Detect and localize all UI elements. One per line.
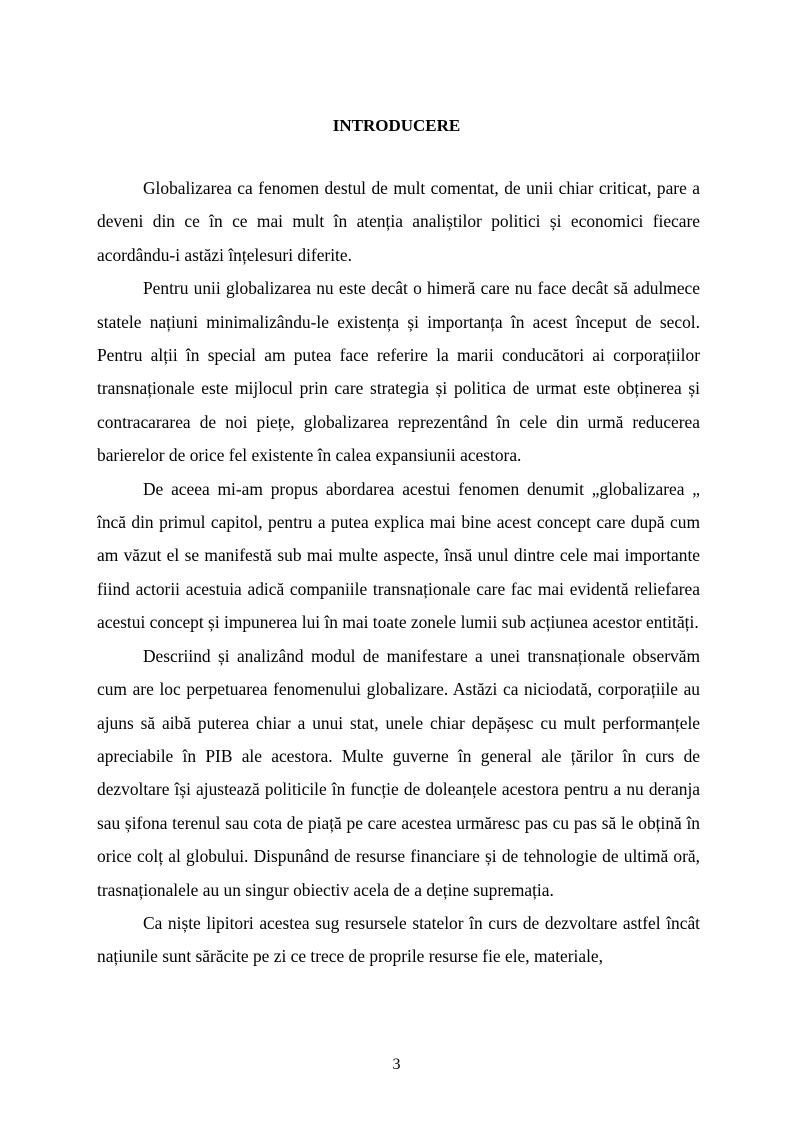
paragraph: Pentru unii globalizarea nu este decât o himeră care nu face decât să adulmece statele națiuni minimalizându-le existența și importanța în acest început de secol. Pentru alții în special am putea face referire la marii conducători ai corporațiilor transnaționale este mijlocul prin care strategia și politica de urmat este obținerea și contracararea de noi piețe, globalizarea reprezentând în cele din urmă reducerea barierelor de orice fel existente în calea expansiunii acestora. [97, 278, 700, 466]
paragraph: Globalizarea ca fenomen destul de mult comentat, de unii chiar criticat, pare a deveni din ce în ce mai mult în atenția analiștilor politici și economici fiecare acordându-i astăzi înțelesuri diferite. [97, 178, 700, 265]
paragraph: Descriind și analizând modul de manifestare a unei transnaționale observăm cum are loc perpetuarea fenomenului globalizare. Astăzi ca niciodată, corporațiile au ajuns să aibă puterea chiar a unui stat, unele chiar depășesc cu mult performanțele apreciabile în PIB ale acestora. Multe guverne în general ale țărilor în curs de dezvoltare își ajustează politicile în funcție de doleanțele acestora pentru a nu deranja sau șifona terenul sau cota de piață pe care acestea urmăresc pas cu pas să le obțină în orice colț al globului. Dispunând de resurse financiare și de tehnologie de ultimă oră, trasnaționalele au un singur obiectiv acela de a deține supremația. [97, 645, 700, 900]
paragraph: Ca niște lipitori acestea sug resursele statelor în curs de dezvoltare astfel încât națiunile sunt sărăcite pe zi ce trece de proprile resurse fie ele, materiale, [97, 912, 700, 967]
page-number: 3 [392, 1056, 401, 1073]
page-title: INTRODUCERE [332, 116, 461, 135]
paragraph: De aceea mi-am propus abordarea acestui fenomen denumit „globalizarea „ încă din primul capitol, pentru a putea explica mai bine acest concept care după cum am văzut el se manifestă sub mai multe aspecte, însă unul dintre cele mai importante fiind actorii acestuia adică companiile transnaționale care fac mai evidentă reliefarea acestui concept și impunerea lui în mai toate zonele lumii sub acțiunea acestor entități. [97, 478, 700, 633]
body-text [97, 172, 700, 974]
